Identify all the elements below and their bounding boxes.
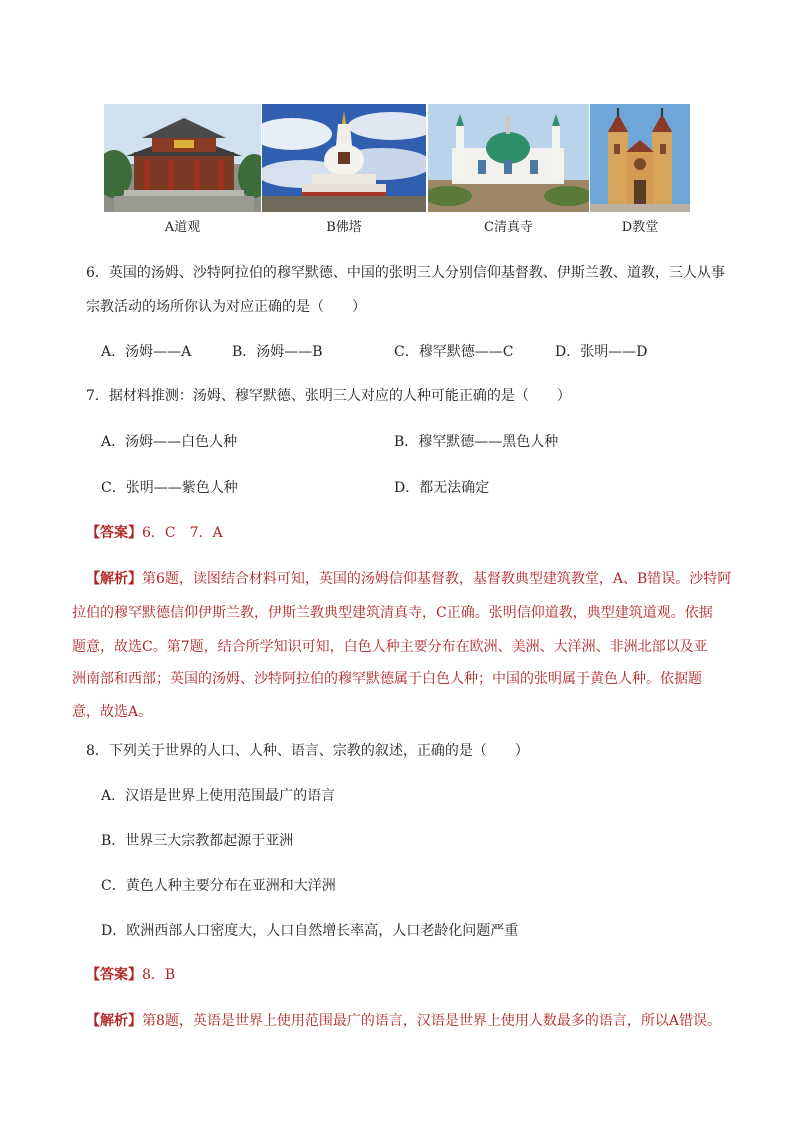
- question-8-stem: 8．下列关于世界的人口、人种、语言、宗教的叙述，正确的是（ ）: [86, 743, 529, 759]
- question-7-stem: 7．据材料推测：汤姆、穆罕默德、张明三人对应的人种可能正确的是（ ）: [86, 388, 571, 404]
- analysis-8-line-1: [86, 1010, 721, 1030]
- analysis-6-7-line-3: 题意，故选C。第7题，结合所学知识可知，白色人种主要分布在欧洲、美洲、大洋洲、非洲北部以及亚: [72, 639, 708, 655]
- q8-option-b: B．世界三大宗教都起源于亚洲: [101, 833, 294, 849]
- answer-text: 6．C 7．A: [142, 525, 223, 541]
- q7-option-b: B．穆罕默德——黑色人种: [394, 434, 559, 450]
- caption-b: B佛塔: [326, 220, 362, 235]
- photo-buddhist-pagoda: [262, 104, 426, 212]
- analysis-tag: 【解析】: [86, 571, 142, 587]
- question-6-line-1: 6．英国的汤姆、沙特阿拉伯的穆罕默德、中国的张明三人分别信仰基督教、伊斯兰教、道教，三人从事: [86, 265, 725, 281]
- analysis-tag: 【解析】: [86, 1013, 142, 1029]
- analysis-6-7-line-5: 意，故选A。: [72, 704, 153, 720]
- caption-d: D教堂: [621, 220, 659, 235]
- q7-option-a: A．汤姆——白色人种: [101, 434, 238, 450]
- q6-option-c: C．穆罕默德——C: [394, 344, 514, 360]
- answer-8: [86, 964, 175, 984]
- q8-option-c: C．黄色人种主要分布在亚洲和大洋洲: [101, 878, 336, 894]
- question-6-line-2: 宗教活动的场所你认为对应正确的是（ ）: [86, 299, 366, 315]
- q8-option-a: A．汉语是世界上使用范围最广的语言: [101, 788, 336, 804]
- photo-taoist-temple: [104, 104, 261, 212]
- analysis-6-7-line-4: 洲南部和西部；英国的汤姆、沙特阿拉伯的穆罕默德属于白色人种；中国的张明属于黄色人种。依据题: [72, 671, 702, 687]
- answer-tag: 【答案】: [86, 967, 142, 983]
- caption-a: A道观: [164, 220, 201, 235]
- q6-option-a: A．汤姆——A: [101, 344, 192, 360]
- answer-tag: 【答案】: [86, 525, 142, 541]
- answer-text: 8．B: [142, 967, 176, 983]
- q6-option-d: D．张明——D: [555, 344, 648, 360]
- analysis-6-7-line-1: [86, 568, 731, 588]
- q6-option-b: B．汤姆——B: [232, 344, 323, 360]
- analysis-text: 第8题，英语是世界上使用范围最广的语言，汉语是世界上使用人数最多的语言，所以A错误。: [142, 1013, 722, 1029]
- photo-church: [590, 104, 690, 212]
- q7-option-d: D．都无法确定: [394, 480, 490, 496]
- analysis-6-7-line-2: 拉伯的穆罕默德信仰伊斯兰教，伊斯兰教典型建筑清真寺，C正确。张明信仰道教，典型建筑道观。依据: [72, 605, 713, 621]
- caption-c: C清真寺: [484, 220, 533, 235]
- answer-6-7: [86, 522, 223, 542]
- q7-option-c: C．张明——紫色人种: [101, 480, 238, 496]
- photo-mosque: [428, 104, 589, 212]
- q8-option-d: D．欧洲西部人口密度大，人口自然增长率高，人口老龄化问题严重: [101, 923, 519, 939]
- analysis-text: 第6题，读图结合材料可知，英国的汤姆信仰基督教，基督教典型建筑教堂，A、B错误。沙特阿: [142, 571, 732, 587]
